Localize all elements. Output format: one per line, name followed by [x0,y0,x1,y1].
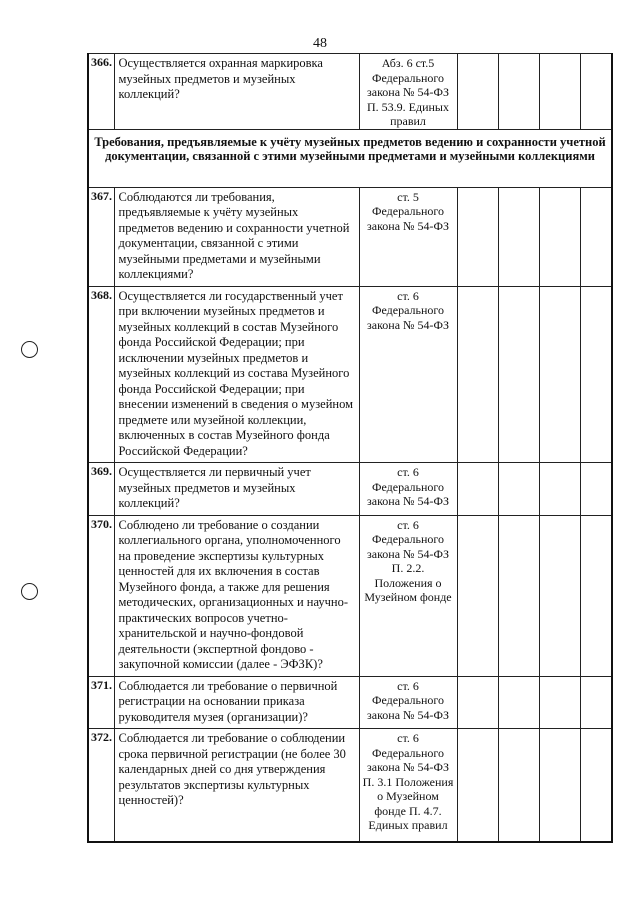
table-row [88,676,612,729]
row-number: 367. [88,187,114,286]
section-header: Требования, предъявляемые к учёту музейных предметов ведению и сохранности учетной документации, связанной с этими музейными предметами и музейными коллекциями [94,134,606,163]
page-number: 48 [313,36,327,51]
answer-cell [457,676,498,729]
punch-hole-top [21,341,38,358]
table-row [88,187,612,286]
row-number: 366. [88,54,114,130]
table-row [88,463,612,516]
answer-cell [498,54,539,130]
section-header-row [88,129,612,187]
legal-reference: ст. 6 Федерального закона № 54-ФЗ [359,463,457,516]
requirement-question: Соблюдается ли требование о первичной регистрации на основании приказа руководителя музея (организации)? [114,676,359,729]
section-header-cell [88,129,612,187]
requirement-question: Соблюдаются ли требования, предъявляемые к учёту музейных предметов ведению и сохранности учетной документации, связанной с этими музейными предметами и музейными коллекциями? [114,187,359,286]
answer-cell [498,515,539,676]
answer-cell [539,676,580,729]
table-row [88,729,612,842]
requirement-question: Осуществляется ли государственный учет при включении музейных предметов и музейных коллекций в состав Музейного фонда Российской Федерации; при исключении музейных предметов и музейных коллекций из состава Музейного фонда Российской Федерации; при внесении изменений в сведения о музейном предмете или музейной коллекции, включенных в состав Музейного фонда Российской Федерации? [114,286,359,463]
legal-reference: ст. 5 Федерального закона № 54-ФЗ [359,187,457,286]
requirement-question: Соблюдается ли требование о соблюдении срока первичной регистрации (не более 30 календарных дней со дня утверждения результатов экспертизы культурных ценностей)? [114,729,359,842]
row-number: 369. [88,463,114,516]
answer-cell [580,54,612,130]
answer-cell [580,187,612,286]
answer-cell [457,286,498,463]
answer-cell [498,463,539,516]
legal-reference: Абз. 6 ст.5 Федерального закона № 54-ФЗ П. 53.9. Единых правил [359,54,457,130]
answer-cell [539,286,580,463]
answer-cell [580,729,612,842]
answer-cell [580,463,612,516]
row-number: 371. [88,676,114,729]
answer-cell [539,515,580,676]
answer-cell [457,515,498,676]
row-number: 372. [88,729,114,842]
answer-cell [457,463,498,516]
row-number: 370. [88,515,114,676]
requirement-question: Осуществляется охранная маркировка музейных предметов и музейных коллекций? [114,54,359,130]
legal-reference: ст. 6 Федерального закона № 54-ФЗ [359,286,457,463]
table-row [88,286,612,463]
answer-cell [457,729,498,842]
requirement-question: Осуществляется ли первичный учет музейных предметов и музейных коллекций? [114,463,359,516]
checklist-table [87,53,613,843]
answer-cell [498,187,539,286]
table-row [88,54,612,130]
answer-cell [457,187,498,286]
answer-cell [539,187,580,286]
answer-cell [539,54,580,130]
answer-cell [539,729,580,842]
answer-cell [457,54,498,130]
punch-hole-bottom [21,583,38,600]
table-row [88,515,612,676]
requirement-question: Соблюдено ли требование о создании коллегиального органа, уполномоченного на проведение экспертизы культурных ценностей для их включения в состав Музейного фонда, а также для решения методических, организационных и научно-практических вопросов учетно-хранительской и научно-фондовой деятельности (экспертной фондово - закупочной комиссии (далее - ЭФЗК)? [114,515,359,676]
answer-cell [498,676,539,729]
answer-cell [498,286,539,463]
answer-cell [498,729,539,842]
answer-cell [580,286,612,463]
answer-cell [539,463,580,516]
legal-reference: ст. 6 Федерального закона № 54-ФЗ [359,676,457,729]
row-number: 368. [88,286,114,463]
answer-cell [580,676,612,729]
legal-reference: ст. 6 Федерального закона № 54-ФЗ П. 3.1 Положения о Музейном фонде П. 4.7. Единых правил [359,729,457,842]
legal-reference: ст. 6 Федерального закона № 54-ФЗ П. 2.2. Положения о Музейном фонде [359,515,457,676]
answer-cell [580,515,612,676]
